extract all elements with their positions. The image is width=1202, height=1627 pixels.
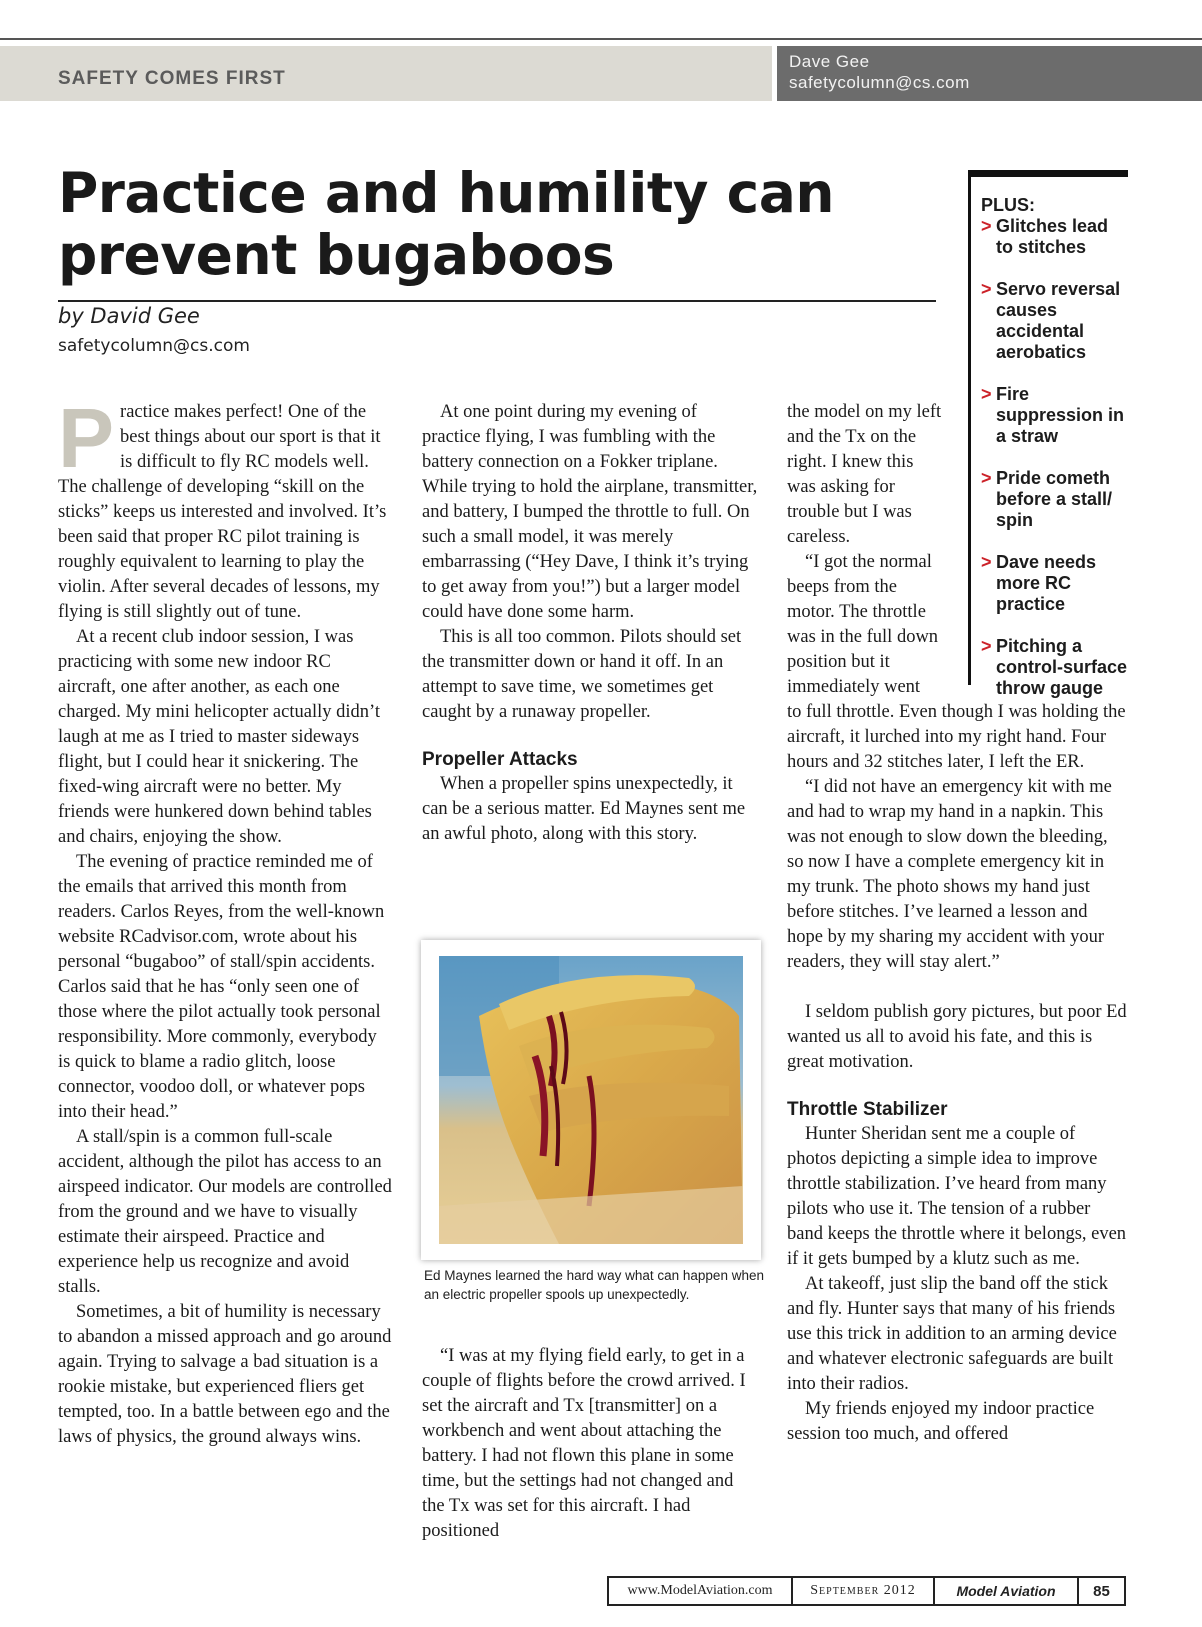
page-footer <box>607 1576 1126 1606</box>
column-3-narrow-block <box>787 400 943 700</box>
sidebar-item: > Servo reversal causes accidental aerobatics <box>981 279 1121 362</box>
arrow-icon: > <box>981 468 992 488</box>
article-title <box>58 162 908 286</box>
section-heading: Throttle Stabilizer <box>787 1099 948 1120</box>
column-2 <box>422 400 760 847</box>
page-number: 85 <box>1093 1582 1110 1600</box>
sidebar-item: > Pitching a control-surface throw gauge <box>981 636 1128 698</box>
title-line-2: prevent bugaboos <box>58 223 615 287</box>
title-line-1: Practice and humility can <box>58 161 834 225</box>
arrow-icon: > <box>981 216 992 236</box>
drop-cap: P <box>58 391 115 485</box>
sidebar-item: > Dave needs more RC practice <box>981 552 1097 614</box>
photo-caption: Ed Maynes learned the hard way what can happen when an electric propeller spools up unexpectedly. <box>424 1268 764 1302</box>
sidebar-item: > Fire suppression in a straw <box>981 384 1125 446</box>
paragraph: Practice makes perfect! One of the best things about our sport is that it is difficult to fly RC models well. The challenge of developing “skill on the sticks” keeps us interested and involved. It’s been said that proper RC pilot training is roughly equivalent to learning to play the violin. After several decades of lessons, my flying is still slightly out of tune. <box>58 391 387 622</box>
paragraph: When a propeller spins unexpectedly, it can be a serious matter. Ed Maynes sent me an awful photo, along with this story. <box>422 774 746 844</box>
arrow-icon: > <box>981 279 992 299</box>
footer-date: September 2012 <box>793 1578 935 1604</box>
paragraph: “I was at my flying field early, to get in a couple of flights before the crowd arrived. I set the aircraft and Tx [transmitter] on a workbench and went about attaching the battery. I had not flown this plane in some time, but the settings had not changed and the Tx was set for this aircraft. I had positioned <box>422 1346 746 1541</box>
arrow-icon: > <box>981 636 992 656</box>
header-author-name: Dave Gee <box>789 52 870 71</box>
section-heading: Propeller Attacks <box>422 749 578 770</box>
paragraph: the model on my left and the Tx on the right. I knew this was asking for trouble but I was careless. <box>787 402 942 547</box>
paragraph: Sometimes, a bit of humility is necessary to abandon a missed approach and go around again. Trying to salvage a bad situation is a rookie mistake, but experienced fliers get tempted, too. In a battle between ego and the laws of physics, the ground always wins. <box>58 1302 392 1447</box>
paragraph: My friends enjoyed my indoor practice session too much, and offered <box>787 1399 1095 1444</box>
title-rule <box>58 300 936 302</box>
arrow-icon: > <box>981 384 992 404</box>
header-author-email: safetycolumn@cs.com <box>789 73 970 92</box>
paragraph: At takeoff, just slip the band off the stick and fly. Hunter says that many of his friends use this trick in addition to an arming device and whatever electronic safeguards are built into their radios. <box>787 1274 1117 1394</box>
hand-illustration <box>439 956 743 1244</box>
top-rule <box>0 38 1202 40</box>
column-3 <box>787 400 1127 1447</box>
footer-magazine: Model Aviation <box>935 1578 1079 1604</box>
injured-hand-photo <box>439 956 743 1244</box>
sidebar-item: > Glitches lead to stitches <box>981 216 1109 257</box>
paragraph: A stall/spin is a common full-scale accident, although the pilot has access to an airspeed indicator. Our models are controlled from the ground and we have to visually estimate their airspeed. Practice and experience help us recognize and avoid stalls. <box>58 1127 392 1297</box>
paragraph: Hunter Sheridan sent me a couple of photos depicting a simple idea to improve throttle stabilization. I’ve heard from many pilots who use it. The tension of a rubber band keeps the throttle where it belongs, even if it gets bumped by a klutz such as me. <box>787 1124 1127 1269</box>
author-header-bar <box>777 46 1202 101</box>
paragraph: The evening of practice reminded me of the emails that arrived this month from readers. Carlos Reyes, from the well-known website RCadvisor.com, wrote about his personal “bugaboo” of stall/spin accidents. Carlos said that he has “only seen one of those where the pilot actually took personal responsibility. More commonly, everybody is quick to blame a radio glitch, loose connector, voodoo doll, or whatever pops into their head.” <box>58 852 385 1122</box>
paragraph: At a recent club indoor session, I was practicing with some new indoor RC aircraft, one after another, as each one charged. My mini helicopter actually didn’t laugh at me as I tried to master sideways flight, but I could hear it snickering. The fixed-wing aircraft were no better. My friends were hunkered down behind tables and chairs, enjoying the show. <box>58 627 380 847</box>
paragraph: “I got the normal beeps from the motor. The throttle was in the full down position but it immediately went <box>787 552 939 697</box>
paragraph: I seldom publish gory pictures, but poor Ed wanted us all to avoid his fate, and this is great motivation. <box>787 1002 1127 1072</box>
section-label: SAFETY COMES FIRST <box>58 68 286 89</box>
byline: by David Gee <box>58 304 200 328</box>
paragraph: to full throttle. Even though I was holding the aircraft, it lurched into my right hand. Four hours and 32 stitches later, I left the ER. <box>787 702 1126 772</box>
sidebar-item: > Pride cometh before a stall/ spin <box>981 468 1113 530</box>
arrow-icon: > <box>981 552 992 572</box>
paragraph: This is all too common. Pilots should set the transmitter down or hand it off. In an attempt to save time, we sometimes get caught by a runaway propeller. <box>422 627 742 722</box>
column-1 <box>58 391 392 1450</box>
column-2-continued <box>422 1344 760 1544</box>
section-header-bar <box>0 46 772 101</box>
sidebar-label: PLUS: <box>981 195 1035 215</box>
byline-email: safetycolumn@cs.com <box>58 336 250 356</box>
paragraph: At one point during my evening of practice flying, I was fumbling with the battery connection on a Fokker triplane. While trying to hold the airplane, transmitter, and battery, I bumped the throttle to full. On such a small model, it was merely embarrassing (“Hey Dave, I think it’s trying to get away from you!”) but a larger model could have done some harm. <box>422 402 758 622</box>
paragraph: “I did not have an emergency kit with me and had to wrap my hand in a napkin. This was not enough to slow down the bleeding, so now I have a complete emergency kit in my trunk. The photo shows my hand just before stitches. I’ve learned a lesson and hope by my sharing my accident with your readers, they will stay alert.” <box>787 777 1112 972</box>
photo-frame <box>421 940 761 1260</box>
footer-url: www.ModelAviation.com <box>609 1578 793 1604</box>
